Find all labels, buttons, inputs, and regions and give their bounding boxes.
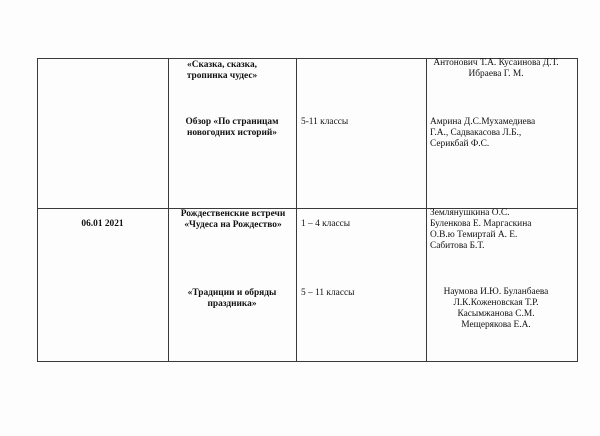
event-responsible: Наумова И.Ю. Буланбаева Л.К.Коженовская Т.Р. Касымжанова С.М. Мещерякова Е.А. — [443, 287, 549, 330]
column-divider-2 — [296, 58, 297, 362]
event-title: «Традиции и обряды праздника» — [187, 288, 277, 309]
event-title: Обзор «По страницам новогодних историй» — [185, 117, 279, 138]
event-responsible: Амрина Д.С.Мухамедиева Г.А., Садвакасова Л.Б., Серикбай Ф.С. — [430, 117, 536, 149]
event-responsible: Антонович Т.А. Кусаинова Д.Т. Ибраева Г. М. — [433, 58, 559, 79]
table-border-left — [37, 58, 38, 362]
event-title: Рождественские встречи «Чудеса на Рождество» — [180, 209, 286, 230]
event-audience: 5 – 11 классы — [301, 288, 355, 298]
table-border-bottom — [37, 361, 577, 362]
event-title: «Сказка, сказка, тропинка чудес» — [186, 60, 258, 81]
event-audience: 5-11 классы — [301, 117, 349, 127]
event-responsible: Землянушкина О.С. Буленкова Е. Маргаскина О.В.ю Темиртай А. Е. Сабитова Б.Т. — [430, 208, 532, 251]
table-border-right — [577, 58, 578, 362]
event-audience: 1 – 4 классы — [301, 219, 351, 229]
event-date: 06.01 2021 — [81, 219, 124, 229]
column-divider-3 — [426, 58, 427, 362]
column-divider-1 — [168, 58, 169, 362]
